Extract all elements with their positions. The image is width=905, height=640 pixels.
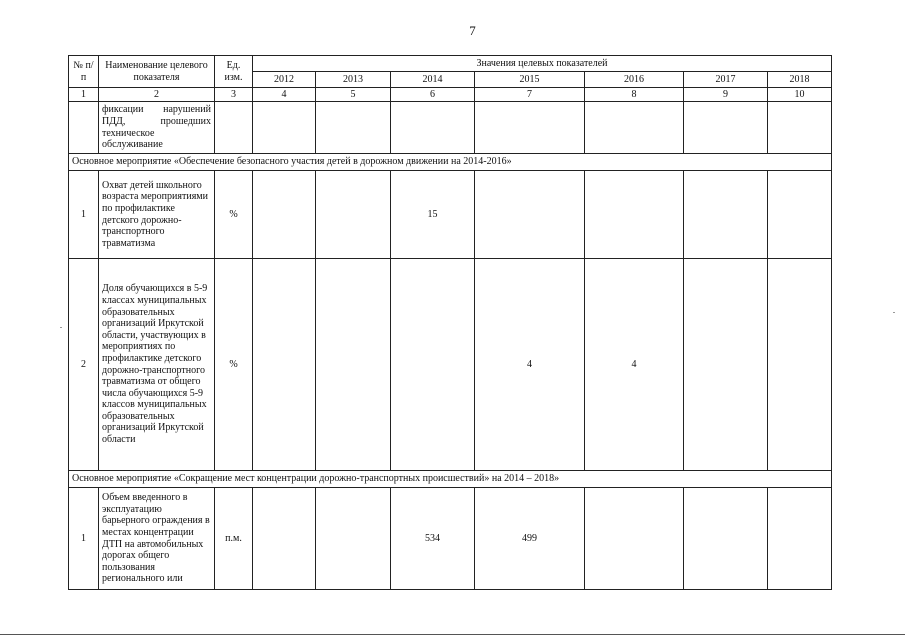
value-2015 <box>475 171 585 259</box>
scan-speck <box>60 327 62 328</box>
header-year: 2015 <box>475 72 585 88</box>
value-2016: 4 <box>585 259 684 471</box>
scan-bottom-edge <box>0 634 905 635</box>
row-num <box>69 102 99 154</box>
row-num: 1 <box>69 171 99 259</box>
section-heading-row <box>69 471 832 488</box>
target-indicators-table <box>68 55 832 590</box>
header-year: 2014 <box>391 72 475 88</box>
header-year: 2016 <box>585 72 684 88</box>
value-2016 <box>585 171 684 259</box>
column-number: 2 <box>99 88 215 102</box>
unit: п.м. <box>215 488 253 590</box>
column-number: 3 <box>215 88 253 102</box>
unit <box>215 102 253 154</box>
value-2012 <box>253 488 316 590</box>
column-number: 5 <box>316 88 391 102</box>
column-number: 9 <box>684 88 768 102</box>
value-2017 <box>684 259 768 471</box>
section-title: Основное мероприятие «Сокращение мест концентрации дорожно-транспортных происшествий» на 2014 – 2018» <box>69 471 832 488</box>
header-year: 2012 <box>253 72 316 88</box>
page-number: 7 <box>469 23 476 38</box>
column-number: 10 <box>768 88 832 102</box>
header-year: 2017 <box>684 72 768 88</box>
value-2016 <box>585 488 684 590</box>
value-2012 <box>253 259 316 471</box>
header-values-group: Значения целевых показателей <box>253 56 832 72</box>
table-row <box>69 259 832 471</box>
header-row-top <box>69 56 832 72</box>
value-2013 <box>316 102 391 154</box>
column-numbers-row <box>69 88 832 102</box>
column-number: 4 <box>253 88 316 102</box>
value-2018 <box>768 259 832 471</box>
indicator-name: фиксации нарушений ПДД, прошедших техническое обслуживание <box>99 102 215 154</box>
value-2014: 15 <box>391 171 475 259</box>
header-unit: Ед. изм. <box>215 56 253 88</box>
header-year: 2018 <box>768 72 832 88</box>
value-2017 <box>684 171 768 259</box>
value-2015: 499 <box>475 488 585 590</box>
column-number: 7 <box>475 88 585 102</box>
table-row-continuation <box>69 102 832 154</box>
value-2017 <box>684 488 768 590</box>
column-number: 8 <box>585 88 684 102</box>
section-heading-row <box>69 154 832 171</box>
value-2014 <box>391 102 475 154</box>
value-2015 <box>475 102 585 154</box>
indicator-name: Охват детей школьного возраста мероприятиями по профилактике детского дорожно-транспортного травматизма <box>99 171 215 259</box>
row-num: 1 <box>69 488 99 590</box>
unit: % <box>215 171 253 259</box>
value-2015: 4 <box>475 259 585 471</box>
value-2018 <box>768 171 832 259</box>
column-number: 6 <box>391 88 475 102</box>
value-2017 <box>684 102 768 154</box>
header-name: Наименование целевого показателя <box>99 56 215 88</box>
header-year: 2013 <box>316 72 391 88</box>
value-2014: 534 <box>391 488 475 590</box>
table-row <box>69 171 832 259</box>
row-num: 2 <box>69 259 99 471</box>
indicator-name: Объем введенного в эксплуатацию барьерного ограждения в местах концентрации ДТП на автомобильных дорогах общего пользования регионального или <box>99 488 215 590</box>
value-2012 <box>253 171 316 259</box>
unit: % <box>215 259 253 471</box>
table-row <box>69 488 832 590</box>
value-2016 <box>585 102 684 154</box>
value-2013 <box>316 259 391 471</box>
section-title: Основное мероприятие «Обеспечение безопасного участия детей в дорожном движении на 2014-2016» <box>69 154 832 171</box>
value-2014 <box>391 259 475 471</box>
value-2013 <box>316 171 391 259</box>
value-2012 <box>253 102 316 154</box>
column-number: 1 <box>69 88 99 102</box>
value-2013 <box>316 488 391 590</box>
header-num: № п/п <box>69 56 99 88</box>
value-2018 <box>768 488 832 590</box>
indicator-name: Доля обучающихся в 5-9 классах муниципальных образовательных организаций Иркутской области, участвующих в мероприятиях по профилактике детского дорожно-транспортного травматизма от общего числа обучающихся 5-9 классов муниципальных образовательных организаций Иркутской области <box>99 259 215 471</box>
value-2018 <box>768 102 832 154</box>
scan-speck <box>893 312 895 313</box>
